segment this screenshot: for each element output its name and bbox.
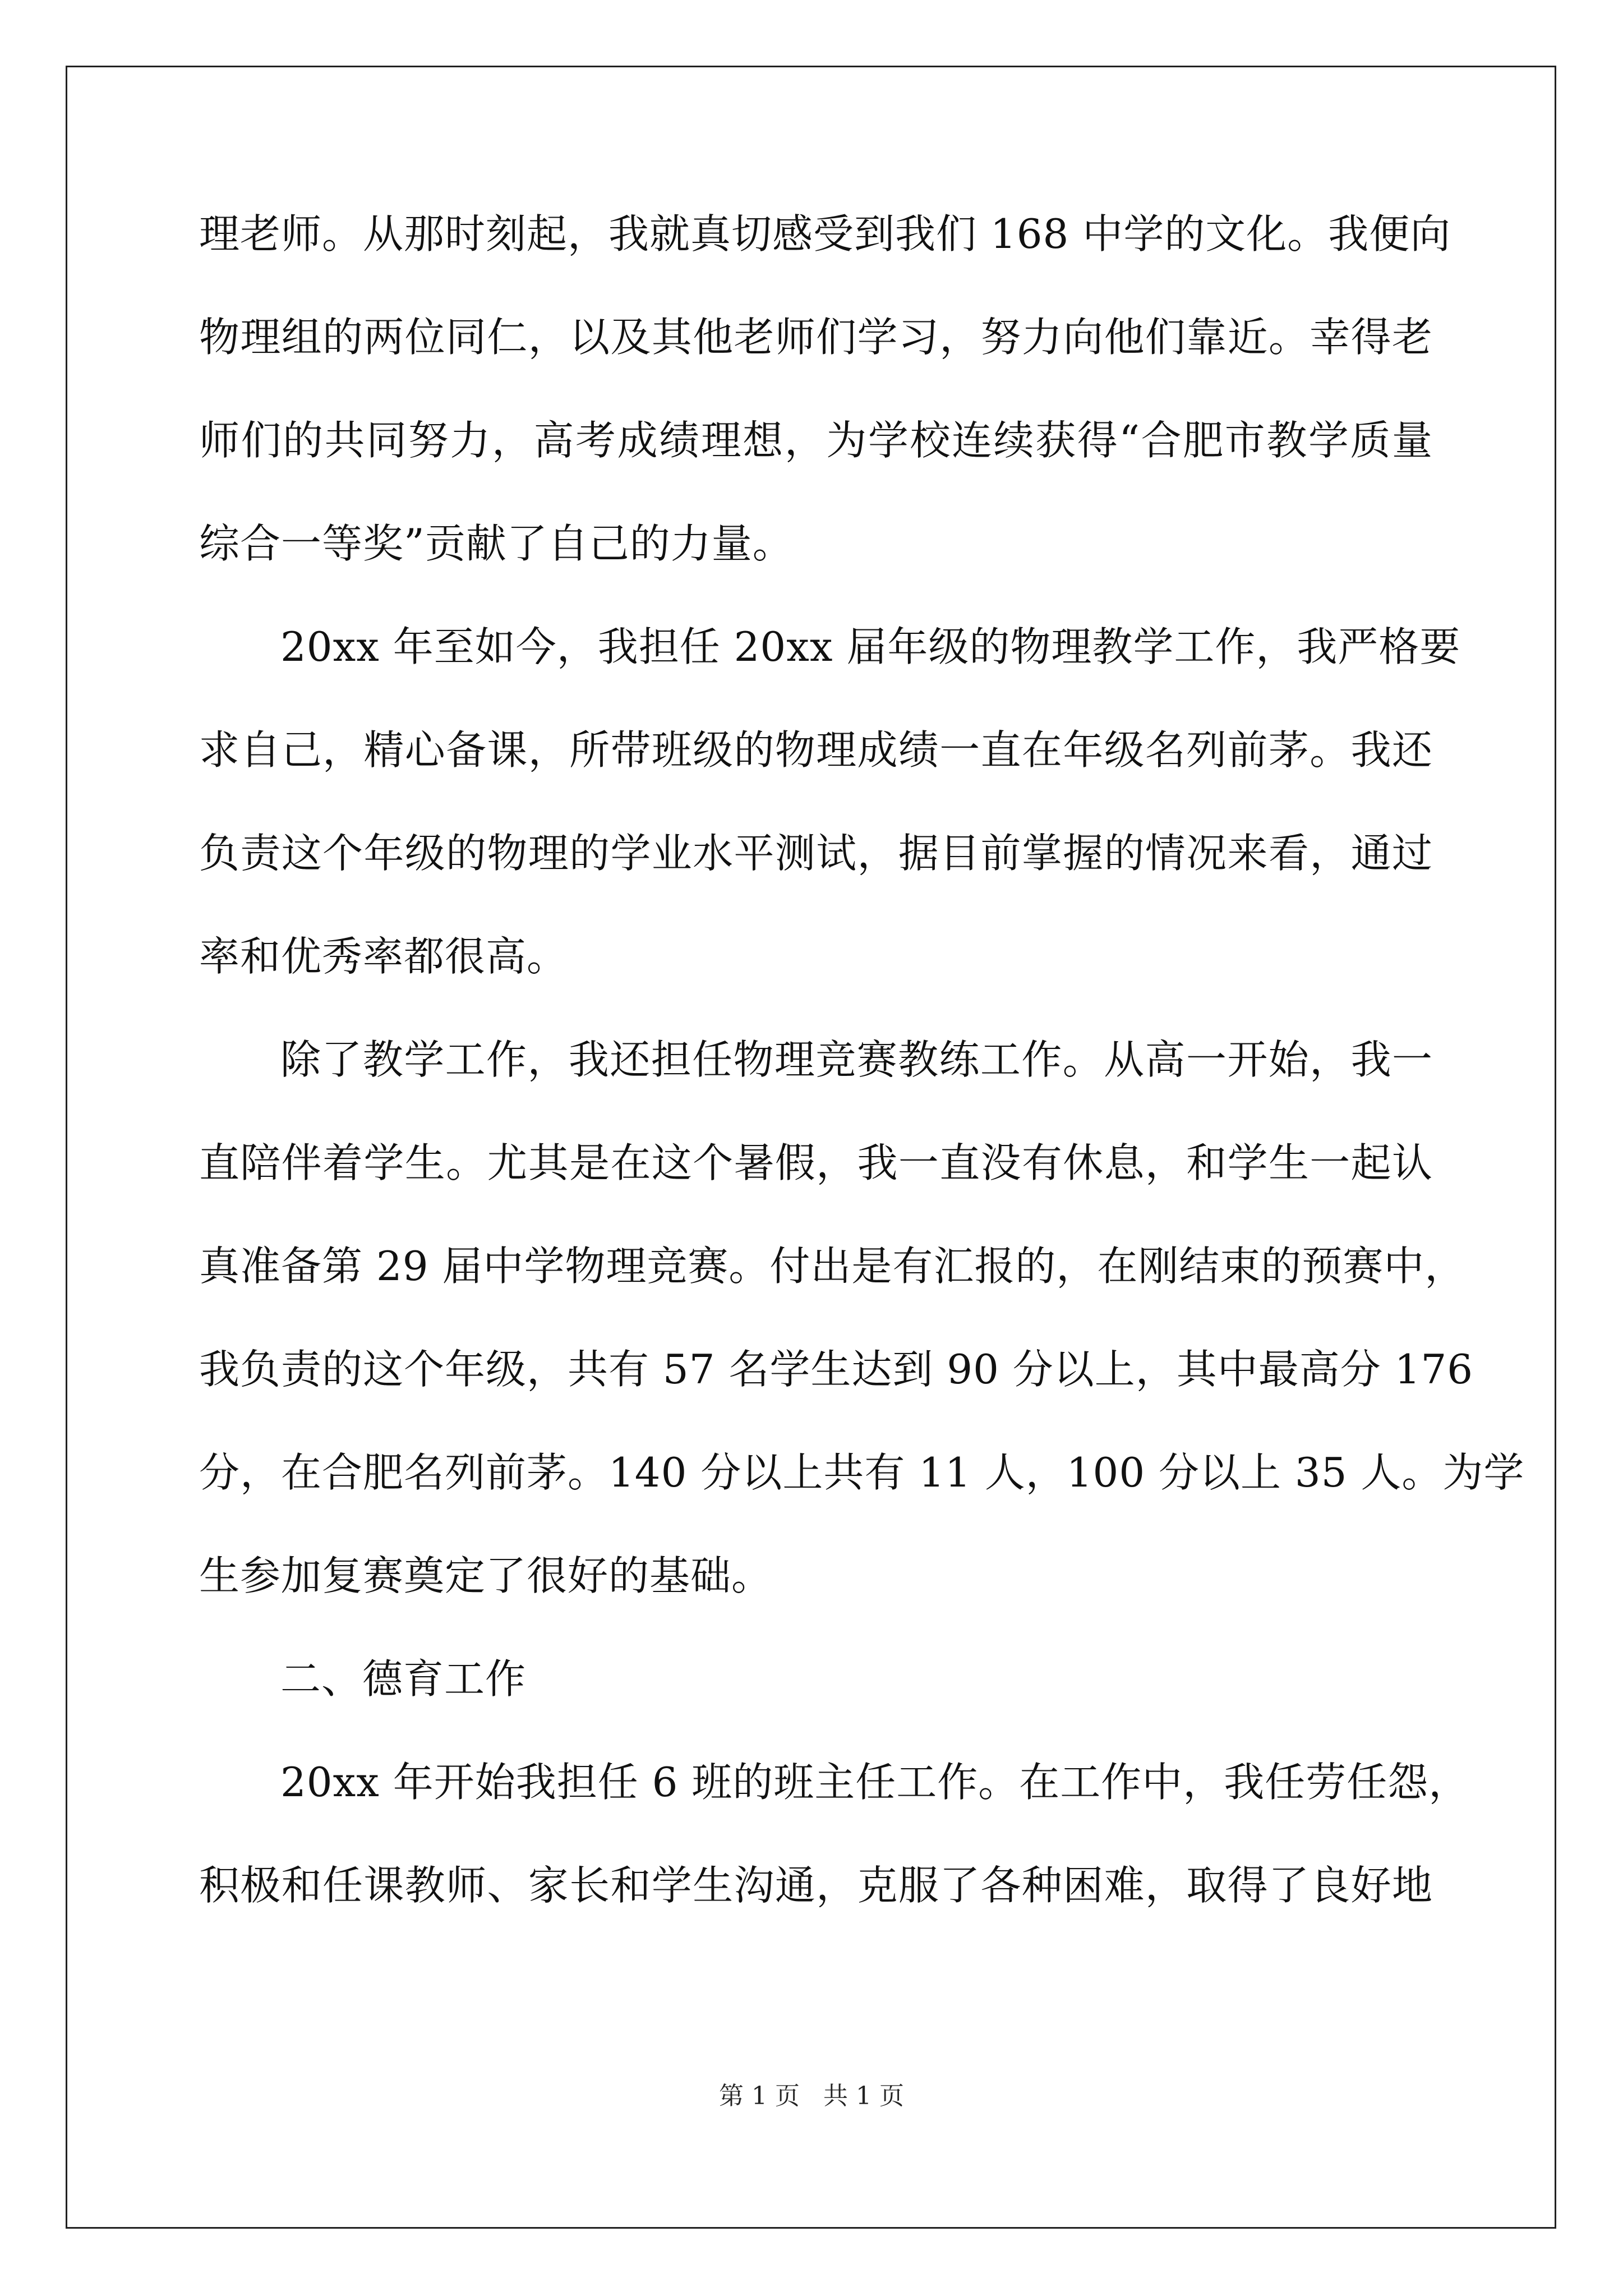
text-line: 物理组的两位同仁，以及其他老师们学习，努力向他们靠近。幸得老 bbox=[199, 314, 1433, 361]
page-footer bbox=[0, 2082, 1623, 2110]
text-line: 求自己，精心备课，所带班级的物理成绩一直在年级名列前茅。我还 bbox=[199, 726, 1433, 774]
text-line: 综合一等奖”贡献了自己的力量。 bbox=[199, 520, 794, 567]
paragraph-start-line: 除了教学工作，我还担任物理竞赛教练工作。从高一开始，我一 bbox=[280, 1036, 1433, 1083]
page-total: 共 1 页 bbox=[823, 2082, 904, 2110]
text-line: 负责这个年级的物理的学业水平测试，据目前掌握的情况来看，通过 bbox=[199, 830, 1433, 877]
section-heading: 二、德育工作 bbox=[280, 1655, 527, 1703]
text-line: 真准备第 29 届中学物理竞赛。付出是有汇报的，在刚结束的预赛中， bbox=[199, 1243, 1466, 1290]
text-line: 生参加复赛奠定了很好的基础。 bbox=[199, 1552, 773, 1599]
text-line: 我负责的这个年级，共有 57 名学生达到 90 分以上，其中最高分 176 bbox=[199, 1346, 1474, 1393]
text-line: 分，在合肥名列前茅。140 分以上共有 11 人，100 分以上 35 人。为学 bbox=[199, 1449, 1525, 1496]
text-line: 师们的共同努力，高考成绩理想，为学校连续获得“合肥市教学质量 bbox=[199, 417, 1433, 464]
text-line: 直陪伴着学生。尤其是在这个暑假，我一直没有休息，和学生一起认 bbox=[199, 1139, 1433, 1186]
text-line: 理老师。从那时刻起，我就真切感受到我们 168 中学的文化。我便向 bbox=[199, 210, 1451, 257]
page-number: 第 1 页 bbox=[719, 2082, 800, 2110]
text-line: 率和优秀率都很高。 bbox=[199, 933, 568, 980]
paragraph-start-line: 20xx 年至如今，我担任 20xx 届年级的物理教学工作，我严格要 bbox=[280, 623, 1461, 670]
text-line: 积极和任课教师、家长和学生沟通，克服了各种困难，取得了良好地 bbox=[199, 1862, 1433, 1909]
paragraph-start-line: 20xx 年开始我担任 6 班的班主任工作。在工作中，我任劳任怨， bbox=[280, 1759, 1470, 1806]
document-body bbox=[199, 210, 1525, 1967]
